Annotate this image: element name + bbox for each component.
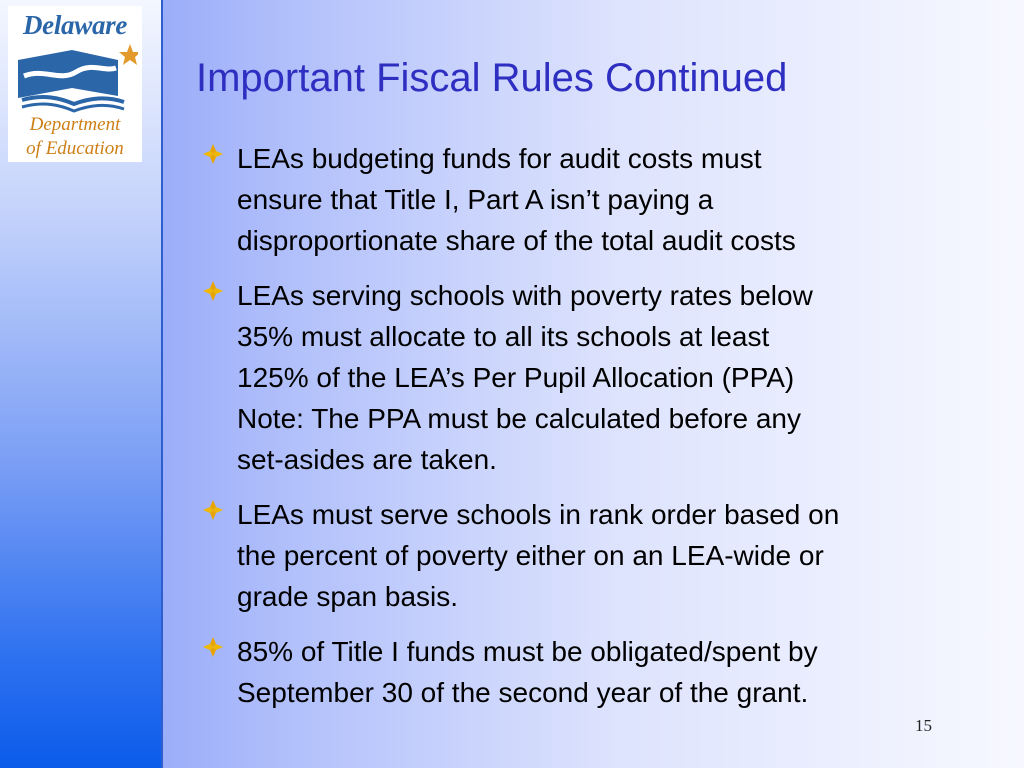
logo-word-of-education: of Education — [26, 138, 124, 159]
slide-page-number: 15 — [915, 716, 932, 735]
diamond-bullet-icon — [201, 635, 225, 659]
diamond-bullet-icon — [201, 498, 225, 522]
left-sidebar-band — [0, 0, 163, 768]
bullet-item — [201, 138, 991, 261]
bullet-text: 85% of Title I funds must be obligated/spent by September 30 of the second year of the grant. — [237, 636, 818, 708]
bullet-item — [201, 494, 991, 617]
bullet-text: LEAs serving schools with poverty rates below 35% must allocate to all its schools at least 125% of the LEA’s Per Pupil Allocation (PPA) Note: The PPA must be calculated before any set-asides are taken. — [237, 280, 813, 475]
slide-title: Important Fiscal Rules Continued — [196, 56, 788, 100]
bullet-item — [201, 631, 991, 713]
diamond-bullet-icon — [201, 142, 225, 166]
delaware-doe-logo — [8, 6, 142, 162]
logo-word-delaware: Delaware — [22, 10, 128, 40]
logo-word-department: Department — [29, 114, 121, 135]
book-river-star-icon — [14, 42, 138, 114]
bullet-text: LEAs must serve schools in rank order based on the percent of poverty either on an LEA-wide or grade span basis. — [237, 499, 840, 612]
diamond-bullet-icon — [201, 279, 225, 303]
bullet-text: LEAs budgeting funds for audit costs must ensure that Title I, Part A isn’t paying a disproportionate share of the total audit costs — [237, 143, 796, 256]
bullet-list — [201, 138, 991, 727]
bullet-item — [201, 275, 991, 480]
